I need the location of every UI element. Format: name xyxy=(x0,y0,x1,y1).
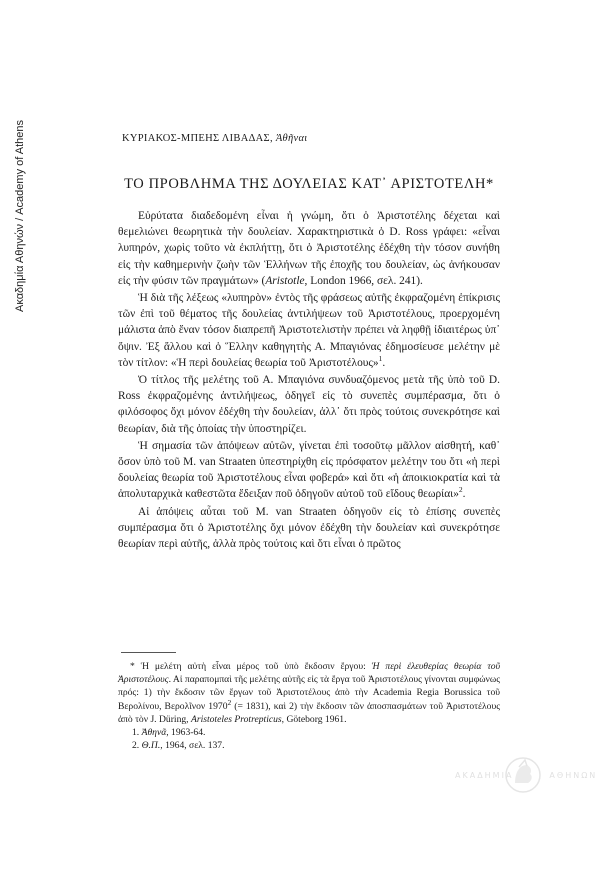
paragraph-3: Ὁ τίτλος τῆς μελέτης τοῦ Α. Μπαγιόνα συνδυαζόμενος μετὰ τῆς ὑπὸ τοῦ D. Ross ἐκφραζομένης ἀντιλήψεως, ὁδηγεῖ εἰς τὸ συνεπὲς συμπέρασμα, ὅτι ὁ φιλόσοφος ὄχι μόνον ἐδέχθη τὴν δουλείαν, ἀλλ᾽ ὅτι πρὸς τούτοις συνεκρότησε καὶ θεωρίαν, διὰ τῆς ὁποίας τὴν ὑποστηρίζει. xyxy=(118,374,500,435)
footnote-star: * Ἡ μελέτη αὐτὴ εἶναι μέρος τοῦ ὑπὸ ἔκδοσιν ἔργου: Ἡ περὶ ἐλευθερίας θεωρία τοῦ Ἀριστοτέλους. Αἱ παραπομπαὶ τῆς μελέτης αὐτῆς εἰς τὰ ἔργα τοῦ Ἀριστοτέλους γίνονται συμφώνως πρός: 1) τὴν ἔκδοσιν τῶν ἔργων τοῦ Ἀριστοτέλους ἀπὸ τὴν Academia Regia Borussica τοῦ Βερολίνου, Βερολῖνον 1970$^2$ (= 1831), καὶ 2) τὴν ἔκδοσιν τῶν ἀποσπασμάτων τοῦ Ἀριστοτέλους ἀπὸ τὸν J. Düring, Aristoteles Protrepticus, Göteborg 1961. xyxy=(118,661,500,725)
footnote-ref-1[interactable]: 1 xyxy=(378,354,383,364)
author-line xyxy=(122,133,307,144)
cited-work-title: Aristotle xyxy=(265,274,305,287)
academy-watermark xyxy=(455,755,598,795)
author-place: Ἀθῆναι xyxy=(275,133,308,144)
article-body xyxy=(118,208,500,552)
paragraph-1: Εὐρύτατα διαδεδομένη εἶναι ἡ γνώμη, ὅτι ὁ Ἀριστοτέλης δέχεται καὶ θεμελιώνει θεωρητικὰ τὴν δουλείαν. Χαρακτηριστικὰ ὁ D. Ross γράφει: «εἶναι λυπηρόν, χωρὶς τοῦτο νὰ ἐκπλήττῃ, ὅτι ὁ Ἀριστοτέλης ἐδέχθη τὴν τόσον συνήθη εἰς τὴν καθημερινὴν ζωὴν τῶν Ἑλλήνων τῆς ἐποχῆς του δουλείαν, ὡς ἀνήκουσαν εἰς τὴν φύσιν τῶν πραγμάτων» (Aristotle, London 1966, σελ. 241). xyxy=(118,210,500,287)
watermark-left: ΑΚΑΔΗΜΙΑ xyxy=(455,771,514,780)
footnote-2: 2. Θ.Π., 1964, σελ. 137. xyxy=(132,740,225,752)
footnotes xyxy=(118,660,500,752)
watermark-right: ΑΘΗΝΩΝ xyxy=(549,771,598,780)
paragraph-2: Ἡ διὰ τῆς λέξεως «λυπηρὸν» ἐντὸς τῆς φράσεως αὐτῆς ἐκφραζομένη ἐπίκρισις τῶν ἐπὶ τοῦ θέματος τῆς δουλείας ἀντιλήψεων τοῦ Ἀριστοτέλους, προερχομένη μάλιστα ἀπὸ ἕναν τόσον διαπρεπῆ Ἀριστοτελιστὴν πρέπει νὰ ληφθῇ ἰδιαιτέρως ὑπ᾽ ὄψιν. Ἐξ ἄλλου καὶ ὁ Ἕλλην καθηγητὴς Α. Μπαγιόνας ἐδημοσίευσε μελέτην μὲ τὸν τίτλον: «Ἡ περὶ δουλείας θεωρία τοῦ Ἀριστοτέλους»$^1$. xyxy=(118,292,500,369)
paragraph-4: Ἡ σημασία τῶν ἀπόψεων αὐτῶν, γίνεται ἐπὶ τοσοῦτῳ μᾶλλον αἰσθητή, καθ᾽ ὅσον ὑπὸ τοῦ M. van Straaten ὑπεστηρίχθη εἰς πρόσφατον μελέτην του ὅτι «ἡ περὶ δουλείας θεωρία τοῦ Ἀριστοτέλους εἶναι φοβερά» καὶ ὅτι «ἡ ἀποικιοκρατία καὶ τὰ ἀπολυταρχικὰ καθεστῶτα ἔδειξαν ποῦ ὁδηγοῦν αὐτοῦ τοῦ εἴδους θεωρίαι»$^2$. xyxy=(118,439,500,501)
footnote-ref-2[interactable]: 2 xyxy=(458,485,463,495)
paragraph-5: Αἱ ἀπόψεις αὗται τοῦ M. van Straaten ὁδηγοῦν εἰς τὸ ἐπίσης συνεπὲς συμπέρασμα ὅτι ὁ Ἀριστοτέλης ὄχι μόνον ἐδέχθη τὴν δουλείαν καὶ συνεκρότησε θεωρίαν περὶ αὐτῆς, ἀλλὰ πρὸς τούτοις καὶ ὅτι εἶναι ὁ πρῶτος xyxy=(118,505,500,551)
archive-side-label: Ακαδημία Αθηνών / Academy of Athens xyxy=(14,119,26,312)
footnote-1: 1. Ἀθηνᾶ, 1963-64. xyxy=(132,727,206,739)
author-name: ΚΥΡΙΑΚΟΣ-ΜΠΕΗΣ ΛΙΒΑΔΑΣ, xyxy=(122,133,273,144)
footnote-separator xyxy=(121,652,176,653)
article-title: ΤΟ ΠΡΟΒΛΗΜΑ ΤΗΣ ΔΟΥΛΕΙΑΣ ΚΑΤ᾽ ΑΡΙΣΤΟΤΕΛΗ* xyxy=(124,176,494,192)
